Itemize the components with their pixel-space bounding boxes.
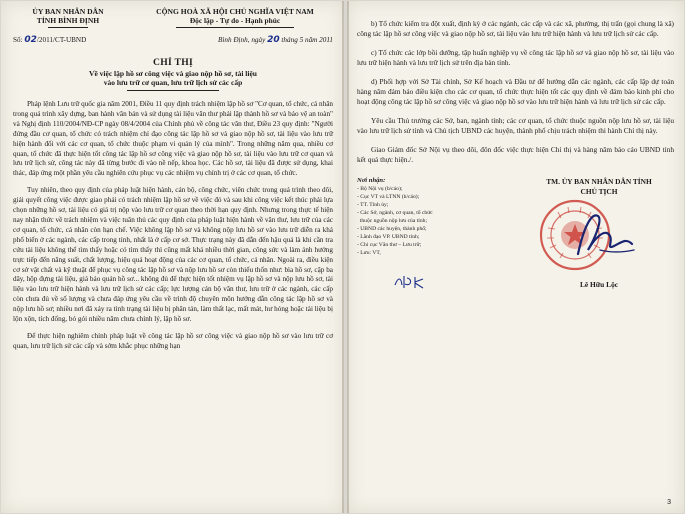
agency-underline	[48, 27, 88, 28]
paragraph: d) Phối hợp với Sở Tài chính, Sở Kế hoạch và Đầu tư để hướng dẫn các ngành, các cấp lập dự toán hàng năm đảm bảo điều kiện cho các cơ quan, tổ chức thực hiện tốt các quy định về đảm bảo kinh phí cho hoạt động công tác lập hồ sơ công việc và giao nộp hồ sơ vào lưu trữ hiện hành và lưu trữ lịch sử các cấp.	[357, 76, 674, 107]
closing-block	[357, 177, 674, 289]
recipient-item: - TT. Tỉnh ủy;	[357, 202, 389, 209]
signature-block	[524, 177, 674, 289]
paragraph: b) Tổ chức kiểm tra đột xuất, định kỳ ở các ngành, các cấp và các xã, phường, thị trấn (gọi chung là xã) công tác lập hồ sơ công việc và giao nộp hồ sơ, tài liệu vào lưu trữ hiện hành và lưu trữ lịch sử các cấp.	[357, 19, 674, 39]
recipient-item: - Cục VT và LTNN (b/cáo);	[357, 194, 420, 201]
sign-role: CHỦ TỊCH	[580, 186, 618, 196]
page-edge	[342, 1, 344, 513]
page-number: 3	[667, 499, 671, 506]
document-title	[13, 69, 333, 91]
sign-organization: TM. ỦY BAN NHÂN DÂN TỈNH	[546, 177, 652, 187]
page-left	[1, 1, 344, 513]
recipient-item: - Lãnh đạo VP. UBND tỉnh;	[357, 233, 420, 240]
place-prefix: Bình Định, ngày	[217, 35, 266, 44]
agency-line-2: TỈNH BÌNH ĐỊNH	[36, 16, 100, 26]
number-handwritten: 02	[24, 34, 37, 45]
page-right	[347, 1, 684, 513]
motto-underline	[176, 27, 294, 28]
nation-line: CỘNG HOÀ XÃ HỘI CHỦ NGHĨA VIỆT NAM	[156, 7, 314, 16]
document-type: CHỈ THỊ	[152, 56, 194, 68]
recipients-heading: Nơi nhận:	[357, 177, 386, 185]
paragraph: Pháp lệnh Lưu trữ quốc gia năm 2001, Điều 11 quy định trách nhiệm lập hồ sơ "Cơ quan, tổ chức, cá nhân trong quá trình xây dựng, ban hành văn bản và sử dụng tài liệu văn thư phải lập thành hồ sơ và bảo vệ an toàn" và Nghị định 110/2004/NĐ-CP ngày 08/4/2004 của Chính phủ về công tác văn thư, Điều 23 quy định: "Người đứng đầu cơ quan, tổ chức có trách nhiệm chỉ đạo công tác lập hồ sơ và giao nộp hồ sơ, tài liệu vào lưu trữ hiện hành đối với các cơ quan, tổ chức thuộc phạm vi quản lý của mình". Trong những năm qua, nhiều cơ quan, tổ chức đã thực hiện tốt công tác lập hồ sơ công việc và giao nộp hồ sơ, tài liệu vào lưu trữ cơ quan và lưu trữ lịch sử, công tác này đã từng bước đi vào nề nếp, khoa học. Các hồ sơ, tài liệu đã được sử dụng, khai thác, đáp ứng một phần yêu cầu nghiên cứu phục vụ các nhiệm vụ chính trị ở các cơ quan, tổ chức.	[13, 100, 333, 178]
place-date	[218, 35, 333, 45]
recipient-item: - Chi cục Văn thư – Lưu trữ;	[357, 241, 422, 248]
title-line-1: Về việc lập hồ sơ công việc và giao nộp hồ sơ, tài liệu	[89, 68, 257, 78]
body-text-continued	[357, 19, 674, 165]
recipient-item: - Các Sở, ngành, cơ quan, tổ chức	[357, 210, 433, 217]
recipients-list	[357, 177, 507, 289]
title-line-2: vào lưu trữ cơ quan, lưu trữ lịch sử các cấp	[103, 78, 243, 88]
recipient-item: - Lưu: VT,	[357, 249, 381, 256]
recipient-item: thuộc nguồn nộp lưu của tỉnh;	[357, 218, 427, 224]
seal-and-signature	[524, 196, 674, 280]
paragraph: Giao Giám đốc Sở Nội vụ theo dõi, đôn đốc việc thực hiện Chỉ thị và hàng năm báo cáo UBND tỉnh kết quả thực hiện./.	[357, 144, 674, 165]
number-prefix: Số:	[13, 35, 23, 44]
document-meta	[13, 35, 333, 45]
place-suffix: tháng 5 năm 2011	[281, 35, 333, 44]
agency-line-1: ỦY BAN NHÂN DÂN	[32, 7, 104, 16]
motto: Độc lập - Tự do - Hạnh phúc	[189, 16, 281, 26]
body-text	[13, 100, 333, 352]
handwritten-signature-icon	[570, 206, 640, 266]
national-heading	[137, 7, 333, 28]
recipient-item: - UBND các huyện, thành phố;	[357, 225, 427, 232]
document-number	[13, 35, 86, 45]
paragraph: Tuy nhiên, theo quy định của pháp luật hiện hành, cán bộ, công chức, viên chức trong quá trình theo dõi, giải quyết công việc được giao phải có trách nhiệm lập hồ sơ về việc đó và sau khi công việc kết thúc phải lựa chọn những hồ sơ, tài liệu có giá trị nộp vào lưu trữ cơ quan theo thời hạn quy định. Nhưng trong thực tế hiện nay nhận thức về trách nhiệm và việc tuân thủ các quy định của pháp luật hiện hành về văn thư, lưu trữ của các cơ quan, tổ chức, cá nhân còn hạn chế. Việc không lập hồ sơ và không nộp lưu hồ sơ vào lưu trữ diễn ra khá phổ biến ở các ngành, các cấp trong tỉnh, nhất là ở cấp cơ sở. Thực trạng này đã dẫn đến hậu quả là khi cần tra cứu tài liệu không thể tìm thấy hoặc có tìm thấy thì cũng mất khá nhiều thời gian, công sức và làm ảnh hưởng trực tiếp đến năng suất, chất lượng, hiệu quả hoạt động của các cơ quan, tổ chức, cá nhân. Ngoài ra, điều kiện cơ sở vật chất và kỹ thuật để phục vụ công tác lập hồ sơ và nộp lưu hồ sơ còn thiếu thốn như: bìa hồ sơ, cặp ba dây, hộp đựng tài liệu, giá bảo quản hồ sơ... không đủ để thực hiện tốt nhiệm vụ lập hồ sơ và nộp lưu hồ sơ, tài liệu vào lưu trữ hiện hành và lưu trữ lịch sử các cấp; lực lượng cán bộ văn thư, lưu trữ ở các ngành, các cấp còn chưa đủ về số lượng và chưa đáp ứng yêu cầu về trình độ chuyên môn hướng dẫn công tác lập hồ sơ và nộp lưu hồ sơ; nhiều nơi đã xảy ra tình trạng tài liệu bị phân tán, làm thất lạc, mất mát, hư hỏng hoặc tài liệu bị lộn xộn, tích đống, bó gói nhiều năm chưa chỉnh lý, lập hồ sơ.	[13, 186, 333, 324]
paragraph: Yêu cầu Thủ trưởng các Sở, ban, ngành tỉnh; các cơ quan, tổ chức thuộc nguồn nộp lưu hồ sơ, tài liệu vào lưu trữ lịch sử tỉnh và Chủ tịch UBND các huyện, thành phố chịu trách nhiệm thi hành Chỉ thị này.	[357, 115, 674, 136]
paragraph: c) Tổ chức các lớp bồi dưỡng, tập huấn nghiệp vụ về công tác lập hồ sơ và giao nộp hồ sơ, tài liệu vào lưu trữ hiện hành và lưu trữ lịch sử trên địa bàn tỉnh.	[357, 47, 674, 68]
day-handwritten: 20	[267, 34, 280, 45]
number-suffix: /2011/CT-UBND	[36, 35, 87, 44]
title-underline	[127, 90, 219, 91]
handwritten-initials-icon	[393, 273, 427, 291]
paragraph: Để thực hiện nghiêm chỉnh pháp luật về công tác lập hồ sơ công việc và giao nộp hồ sơ vào lưu trữ cơ quan, lưu trữ lịch sử các cấp và sớm khắc phục những hạn	[13, 331, 333, 350]
issuing-agency	[13, 7, 123, 28]
document-header	[13, 7, 333, 28]
recipient-item: - Bộ Nội vụ (b/cáo);	[357, 186, 403, 193]
page-edge	[347, 1, 349, 513]
signer-name: Lê Hữu Lộc	[579, 279, 619, 289]
